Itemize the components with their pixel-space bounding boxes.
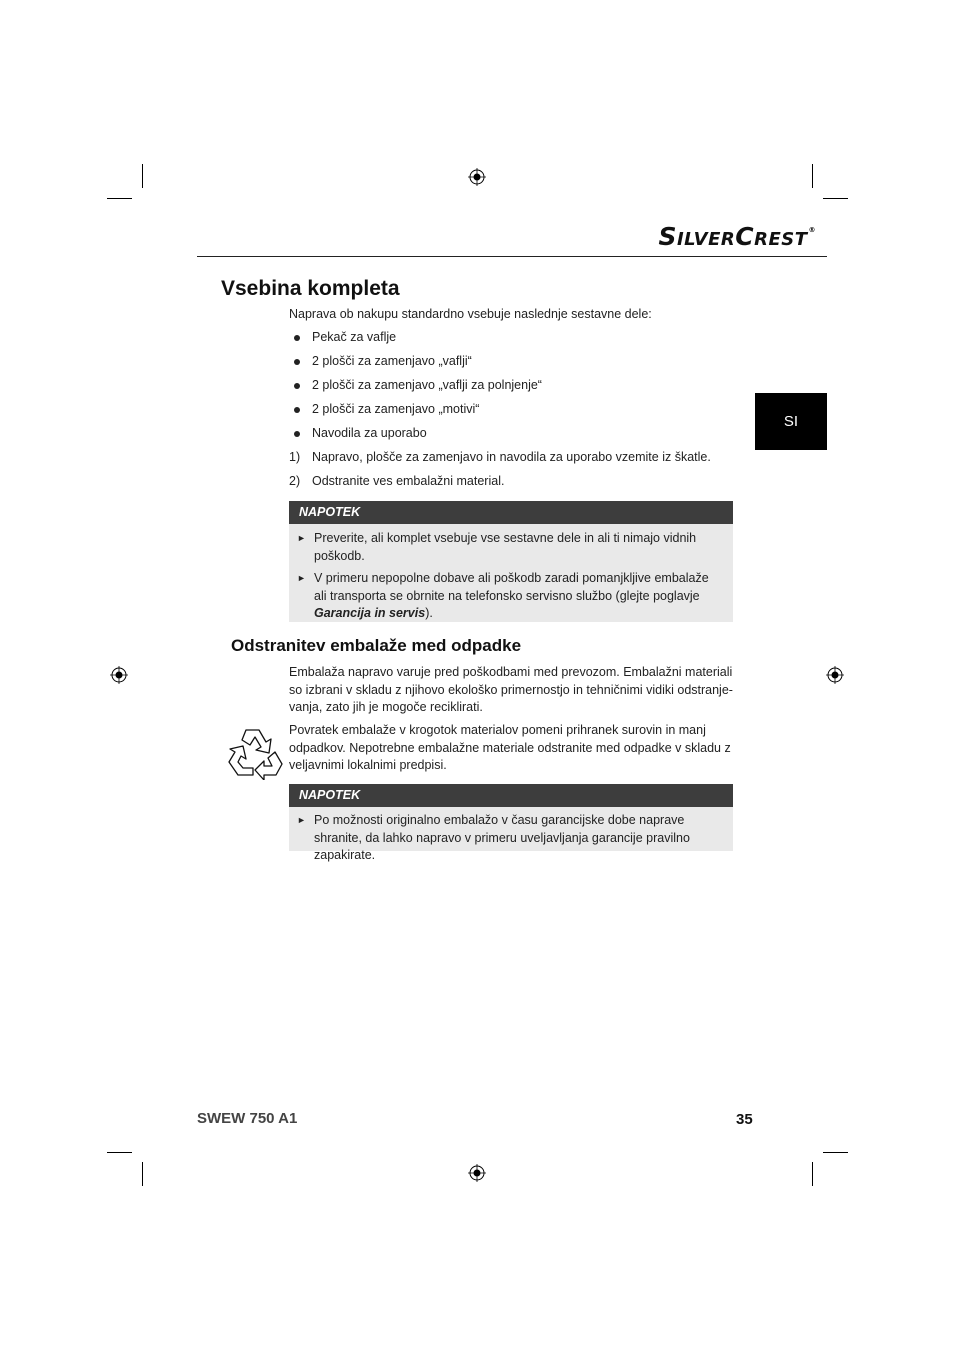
crop-mark [823, 1152, 848, 1153]
registration-mark-icon [110, 666, 128, 684]
crop-mark [142, 1162, 143, 1186]
paragraph: Embalaža napravo varuje pred poškodbami med prevozom. Embalažni materiali so izbrani v skladu z njihovo ekološko primernostjo in tehničnimi vidiki odstranje-vanja, zato jih je mogoče reciklirati. [289, 665, 733, 714]
header-rule [197, 256, 827, 257]
chapter-reference: Garancija in servis [314, 606, 426, 620]
paragraph: Povratek embalaže v krogotok materialov pomeni prihranek surovin in manj odpadkov. Nepotrebne embalažne materiale odstranite med odpadke v skladu z veljavnimi lokalnimi predpisi. [289, 723, 731, 772]
model-number: SWEW 750 A1 [197, 1110, 298, 1127]
crop-mark [107, 1152, 132, 1153]
bullet-icon [294, 431, 300, 437]
intro-text: Naprava ob nakupu standardno vsebuje naslednje sestavne dele: [289, 307, 652, 321]
section-heading: Odstranitev embalaže med odpadke [231, 636, 522, 655]
note-item: ► Po možnosti originalno embalažo v času garancijske dobe naprave shranite, da lahko napravo v primeru uveljavljanja garancije pravilno zapakirate. [297, 813, 690, 862]
note-box [289, 784, 733, 862]
page-title: Vsebina kompleta [221, 277, 400, 300]
arrow-right-icon: ► [297, 815, 306, 825]
note-item: ► Preverite, ali komplet vsebuje vse sestavne dele in ali ti nimajo vidnih poškodb. [297, 531, 697, 563]
bullet-icon [294, 359, 300, 365]
bullet-icon [294, 383, 300, 389]
registration-mark-icon [826, 666, 844, 684]
crop-mark [812, 1162, 813, 1186]
note-item: ► V primeru nepopolne dobave ali poškodb zaradi pomanjkljive embalaže ali transporta se obrnite na telefonsko servisno službo (glejte poglavje Garancija in servis). [297, 571, 709, 620]
brand-logo: SILVERCREST® [658, 222, 816, 251]
recycle-icon [226, 724, 284, 780]
bullet-icon [294, 335, 300, 341]
page-number: 35 [736, 1111, 753, 1128]
note-heading: NAPOTEK [289, 784, 733, 807]
bullet-icon [294, 407, 300, 413]
crop-mark [823, 198, 848, 199]
note-box [289, 501, 733, 622]
arrow-right-icon: ► [297, 573, 306, 583]
language-tab: SI [755, 393, 827, 450]
registration-mark-icon [468, 1164, 486, 1182]
arrow-right-icon: ► [297, 533, 306, 543]
crop-mark [142, 164, 143, 188]
note-heading: NAPOTEK [289, 501, 733, 524]
registration-mark-icon [468, 168, 486, 186]
crop-mark [812, 164, 813, 188]
crop-mark [107, 198, 132, 199]
